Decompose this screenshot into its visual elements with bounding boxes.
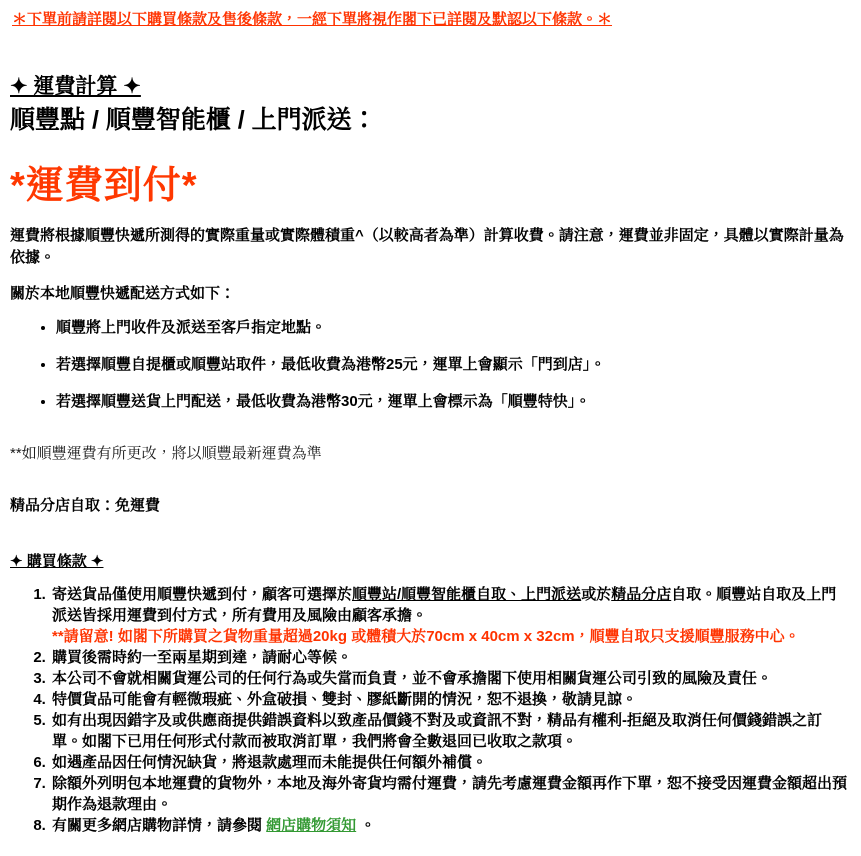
term-item-discount-goods: 4. 特價貨品可能會有輕微瑕疵、外盒破損、雙封、膠紙斷開的情況，恕不退換，敬請見諒。 — [50, 689, 851, 710]
shipping-fee-intro: 運費將根據順豐快遞所測得的實際重量或實際體積重^（以較高者為準）計算收費。請注意，運費並非固定，具體以實際計量為依據。 — [10, 227, 844, 266]
delivery-methods-list — [10, 317, 851, 413]
term8-before-link: 有關更多網店購物詳情，請參閱 — [52, 817, 267, 834]
pre-order-notice-text: ＊下單前請詳閱以下購買條款及售後條款，一經下單將視作閣下已詳閱及默認以下條款。＊ — [12, 11, 613, 28]
pre-order-notice — [12, 10, 851, 30]
term1-part2: 或於 — [581, 586, 612, 603]
term1-underline-store: 精品分店 — [611, 586, 672, 603]
shipping-calculation-heading-text: ✦ 運費計算 ✦ — [10, 75, 141, 98]
purchase-terms-heading — [10, 551, 851, 573]
list-item-home-delivery: • 若選擇順豐送貨上門配送，最低收費為港幣30元，運單上會標示為「順豐特快」。 — [56, 391, 851, 413]
shipping-calculation-heading — [10, 74, 851, 100]
term-item-courier-liability: 3. 本公司不會就相關貨運公司的任何行為或失當而負責，並不會承擔閣下使用相關貨運公司引致的風險及責任。 — [50, 668, 851, 689]
oversize-cargo-warning: **請留意! 如閣下所購買之貨物重量超過20kg 或體積大於70cm x 40cm x 32cm，順豐自取只支援順豐服務中心。 — [52, 628, 800, 645]
shipping-methods-subheading: 順豐點 / 順豐智能櫃 / 上門派送： — [10, 106, 377, 134]
list-item-locker-pickup: • 若選擇順豐自提櫃或順豐站取件，最低收費為港幣25元，運單上會顯示「門到店」。 — [56, 354, 851, 376]
term-item-price-error: 5. 如有出現因錯字及或供應商提供錯誤資料以致產品價錢不對及或資訊不對，精品有權利-拒絕及取消任何價錢錯誤之訂單。如閣下已用任何形式付款而被取消訂單，我們將會全數退回已收取之款項。 — [50, 710, 851, 752]
term-item-more-info — [50, 815, 851, 836]
store-pickup-free-note: 精品分店自取：免運費 — [10, 497, 161, 514]
term-item-shipping-options — [50, 584, 851, 647]
term1-part1: 寄送貨品僅使用順豐快遞到付，顧客可選擇於 — [52, 586, 353, 603]
purchase-terms-list — [10, 584, 851, 836]
term1-underline-pickup-options: 順豐站/順豐智能櫃自取、上門派送 — [352, 586, 582, 603]
freight-collect-highlight: *運費到付* — [10, 165, 198, 207]
list-item-door-pickup: • 順豐將上門收件及派送至客戶指定地點。 — [56, 317, 851, 339]
terms-page — [10, 10, 851, 836]
term8-after-link: 。 — [356, 817, 376, 834]
term1-part3: 自取。順豐站自取及上門派送皆採用運費到付方式，所有費用及風險由顧客承擔。 — [52, 586, 837, 624]
fee-change-note: **如順豐運費有所更改，將以順豐最新運費為準 — [10, 445, 322, 462]
term-item-out-of-stock: 6. 如遇產品因任何情況缺貨，將退款處理而未能提供任何額外補償。 — [50, 752, 851, 773]
delivery-methods-intro: 關於本地順豐快遞配送方式如下： — [10, 285, 236, 302]
shop-guide-link[interactable]: 網店購物須知 — [266, 817, 357, 834]
term-item-shipping-cost-refund: 7. 除額外列明包本地運費的貨物外，本地及海外寄貨均需付運費，請先考慮運費金額再作下單，恕不接受因運費金額超出預期作為退款理由。 — [50, 773, 851, 815]
term-item-delivery-time: 2. 購買後需時約一至兩星期到達，請耐心等候。 — [50, 647, 851, 668]
purchase-terms-heading-text: ✦ 購買條款 ✦ — [10, 553, 104, 570]
